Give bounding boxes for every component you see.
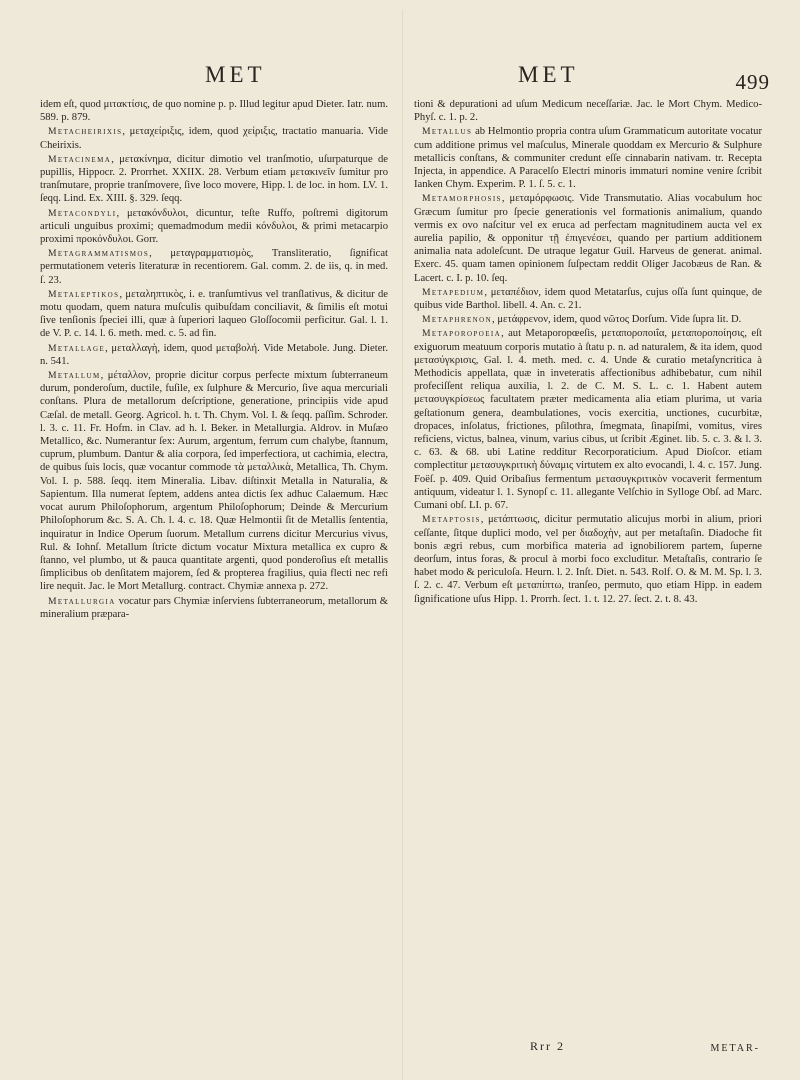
entry-text: idem eſt, quod μιτακτίσις, de quo nomine p. p. Illud legitur apud Dieter. Iatr. num. 589. p. 879. <box>40 99 388 124</box>
entry-headword: Metallurgia <box>48 595 116 607</box>
entry-text: ab Helmontio propria contra uſum Grammaticum autoritate vocatur cum additione primus vel maſculus, Minerale quoddam ex Mercurio & Sulphure metallicis conſtans, & communiter credunt eſſe cinnabarin nativam. tr. Recepta Injecta, in appendice. A Paracelſo Electri minoris immaturi nomine venire ſcribit Ianken Chym. Experim. P. 1. ſ. 5. c. 1. <box>414 126 762 191</box>
dictionary-entry <box>40 153 388 206</box>
dictionary-entry <box>414 192 762 284</box>
catchword: METAR- <box>710 1043 760 1054</box>
entry-headword: Metagrammatismos <box>48 248 150 260</box>
dictionary-entry <box>40 98 388 124</box>
dictionary-entry <box>40 342 388 368</box>
entry-text: , μεταληπτικὸς, i. e. tranſumtivus vel tranſlativus, & dicitur de motu quodam, quem natura muſculis quibuſdam conciliavit, & ſimilis eſt motui ſive tenſionis ſpeciei illi, quæ à ſuperiori laqueo Gloſſocomii perficitur. Gal. l. 1. de V. P. c. 14. l. 6. meth. med. c. 5. ad fin. <box>40 288 388 340</box>
entry-headword: Metallum <box>48 370 101 382</box>
entry-text: , μέταλλον, proprie dicitur corpus perfecte mixtum ſubterraneum durum, ponderoſum, ductile, fuſile, ex ſulphure & Mercurio, ſive aqua mercuriali conſtans. Plura de metallorum deſcriptione, generatione, principiis vide apud Cæſal. de metall. Georg. Agricol. h. t. Th. Chym. Vol. I. & ſeqq. paſſim. Schroder. l. 3. c. 11. Fr. Hofm. in Clav. ad h. l. Beker. in Metallurgia. Aldrov. in Muſæo Metallico, &c. Numerantur ſex: Aurum, argentum, ferrum cum chalybe, ſtannum, cuprum, plumbum. Dantur & alia corpora, ſed imperfectiora, ut cachimia, electra, de quibus ſuis locis, quæ vocantur commode τὰ μεταλλικὰ, Metallica, Th. Chym. Vol. I. p. 588. ſeqq. item Mineralia. Libav. diſtinxit Metalla in Naturalia, & Sapientum. Illa numerat ſeptem, addens antea dictis ſex adhuc Calaemum. Hæc vocat aurum Philoſophorum, argentum Philoſophorum; Deinde & Mercurium Philoſophorum &c. S. A. Ch. l. 4. c. 18. Quæ Helmontii ſit de Metallis ſententia, inquiratur in Indice Operum ſuorum. Metallum currens dicitur Mercurius vivus, Rul. & Iohnſ. Metallum ſtricte dictum vocatur Mixtura metallica ex cupro & ſtanno, vel plumbo, ut & pauca quantitate argenti, quod ponderoſius eſt metallis ſimplicibus ob denſitatem majorem, ſed & propterea fragilius, quia flecti nec refi lire nequit. Jac. le Mort Metallurg. contract. Chymiæ annexa p. 272. <box>40 370 388 593</box>
text-columns <box>40 98 762 622</box>
entry-text: , μετακίνημα, dicitur dimotio vel tranſmotio, uſurpaturque de pupillis, Hippocr. 2. Prorrhet. XXIIX. 28. Verbum etiam μετακινεῖν ſumitur pro tranſmutare, proprie tranſmovere, ſive loco movere, Hipp. l. de loc. in hom. LV. 1. ſeqq. Lind. Ex. XIII. §. 329. ſeqq. <box>40 153 388 205</box>
dictionary-entry <box>40 207 388 247</box>
dictionary-entry <box>414 125 762 191</box>
entry-headword: Metacondyli <box>48 207 117 219</box>
entry-text: tioni & depurationi ad uſum Medicum neceſſariæ. Jac. le Mort Chym. Medico-Phyſ. c. 1. p. 2. <box>414 99 762 124</box>
entry-headword: Metallage <box>48 342 106 354</box>
entry-headword: Metaptosis <box>422 514 481 526</box>
entry-headword: Metapedium <box>422 286 485 298</box>
entry-headword: Metaporopoeia <box>422 328 502 340</box>
dictionary-entry <box>414 98 762 124</box>
entry-text: , μεταμόρφωσις. Vide Transmutatio. Alias vocabulum hoc Græcum ſumitur pro ſpecie generationis vel formationis animalium, quando vermis ex ovo naſcitur vel ex eruca ad perfectam magnitudinem aucta vel ex aurelia papilio, & opponitur τῇ ἐπιγενέσει, quando per partium additionem animalia nata adoleſcunt. De utraque legatur Guil. Harveus de generat. animal. Exerc. 45. quam tamen opinionem ſuſpectam reddit Oliger Jacobæus de Ran. & Lacert. c. I. p. 10. ſeq. <box>414 193 762 284</box>
entry-headword: Metacinema <box>48 153 112 165</box>
entry-headword: Metallus <box>422 126 473 138</box>
dictionary-entry <box>414 286 762 312</box>
dictionary-entry <box>40 125 388 151</box>
entry-text: vocatur pars Chymiæ inſerviens ſubterraneorum, metallorum & mineralium præpara- <box>40 595 388 620</box>
dictionary-entry <box>414 313 762 326</box>
entry-text: , μεταγραμματισμὸς, Transliteratio, ſignificat permutationem veteris literaturæ in recentiorem. Gal. comm. 2. de iis, q. in med. ſ. 23. <box>40 248 388 286</box>
signature-mark: Rrr 2 <box>530 1039 565 1053</box>
entry-text: , aut Metaporopœeſis, μεταποροποιΐα, μεταποροποίησις, eſt exiguorum meatuum corporis mutatio à ſtatu p. n. ad naturalem, & ita idem, quod μετασύγκρισις, Gal. l. 4. meth. med. c. 4. Unde & curatio metaſyncritica à Methodicis appellata, quæ in inveteratis affectionibus adhibebatur, cum nihil profeciſſent reliqua auxilia, l. 2. de C. M. S. L. c. 1. Habent autem μετασυγκρίσεως facultatem præter medicamenta alia etiam plurima, ut varia geſtationum genera, deambulationes, vocis exercitia, unctiones, cucurbitæ, dropaces, inſolatus, frictiones, pſilothra, ſmegmata, ſinapiſmi, vomitus, vires reficiens, victus, balnea, vinum, varius cibus, ut ſcribit Æginet. lib. 5. c. 3. & l. 3. c. 63. & 68. ubi Latine redditur Recorporaticium. Apud Dioſcor. etiam complectitur μετασυγκριτικὴ δύναμις virtutem ex alto evocandi, l. 4. c. 157. Jung. Foëſ. p. 409. Quid Oribaſius fermentum μετασυγκριτικὸν vocaverit fermentum antiquum, videatur l. 1. Synopſ c. 11. allegante Velſchio in Sylloge Obſ. ad Marc. Cumani obſ. LI. p. 67. <box>414 328 762 512</box>
dictionary-entry <box>40 369 388 593</box>
running-head-right: MET <box>518 62 579 87</box>
dictionary-entry <box>40 247 388 287</box>
entry-headword: Metamorphosis <box>422 193 502 205</box>
entry-headword: Metaleptikos <box>48 288 120 300</box>
entry-text: , μετάπτωσις, dicitur permutatio alicujus morbi in alium, priori ceſſante, ſitque duplici modo, vel per διαδοχὴν, aut per metaſtaſin. Diadoche fit bonis ægri rebus, cum morbifica materia ad ignobiliorem partem, ſuperne deorſum, intus foras, & procul à morbi foco excluditur. Metaſtaſis, contrario ſe habet modo & periculoſa. Heurn. l. 2. Inſt. Diet. n. 543. Rolf. O. & M. M. Sp. l. 3. ſ. 2. c. 47. Verbum eſt μεταπίπτω, tranſeo, permuto, quo etiam Hipp. in eadem ſignificatione uſus Hipp. 1. Prorrh. ſect. 1. t. 12. 27. ſect. 2. t. 8. 43. <box>414 514 762 605</box>
page-number: 499 <box>735 70 770 94</box>
dictionary-entry <box>40 595 388 621</box>
left-column <box>40 98 388 622</box>
right-column <box>414 98 762 622</box>
entry-headword: Metacheirixis <box>48 126 123 138</box>
entry-text: , μεταλλαγὴ, idem, quod μεταβολή. Vide Metabole. Jung. Dieter. n. 541. <box>40 342 388 367</box>
dictionary-entry <box>40 288 388 341</box>
entry-headword: Metaphrenon <box>422 314 493 326</box>
entry-text: , μεταπέδιον, idem quod Metatarſus, cujus oſſa ſunt quinque, de quibus vide Barthol. libell. 4. An. c. 21. <box>414 286 762 312</box>
entry-text: , μετάφρενον, idem, quod νῶτος Dorſum. Vide ſupra lit. D. <box>492 314 742 326</box>
dictionary-entry <box>414 513 762 605</box>
dictionary-entry <box>414 327 762 512</box>
entry-text: , μετακόνδυλοι, dicuntur, teſte Ruffo, poſtremi digitorum articuli unguibus proximi; quemadmodum medii κόνδυλοι, & primi metacarpio proximi προκόνδυλοι. Gorr. <box>40 207 388 246</box>
running-head-left: MET <box>205 62 266 87</box>
entry-text: , μεταχείριξις, idem, quod χείριξις, tractatio manuaria. Vide Cheirixis. <box>40 126 388 151</box>
